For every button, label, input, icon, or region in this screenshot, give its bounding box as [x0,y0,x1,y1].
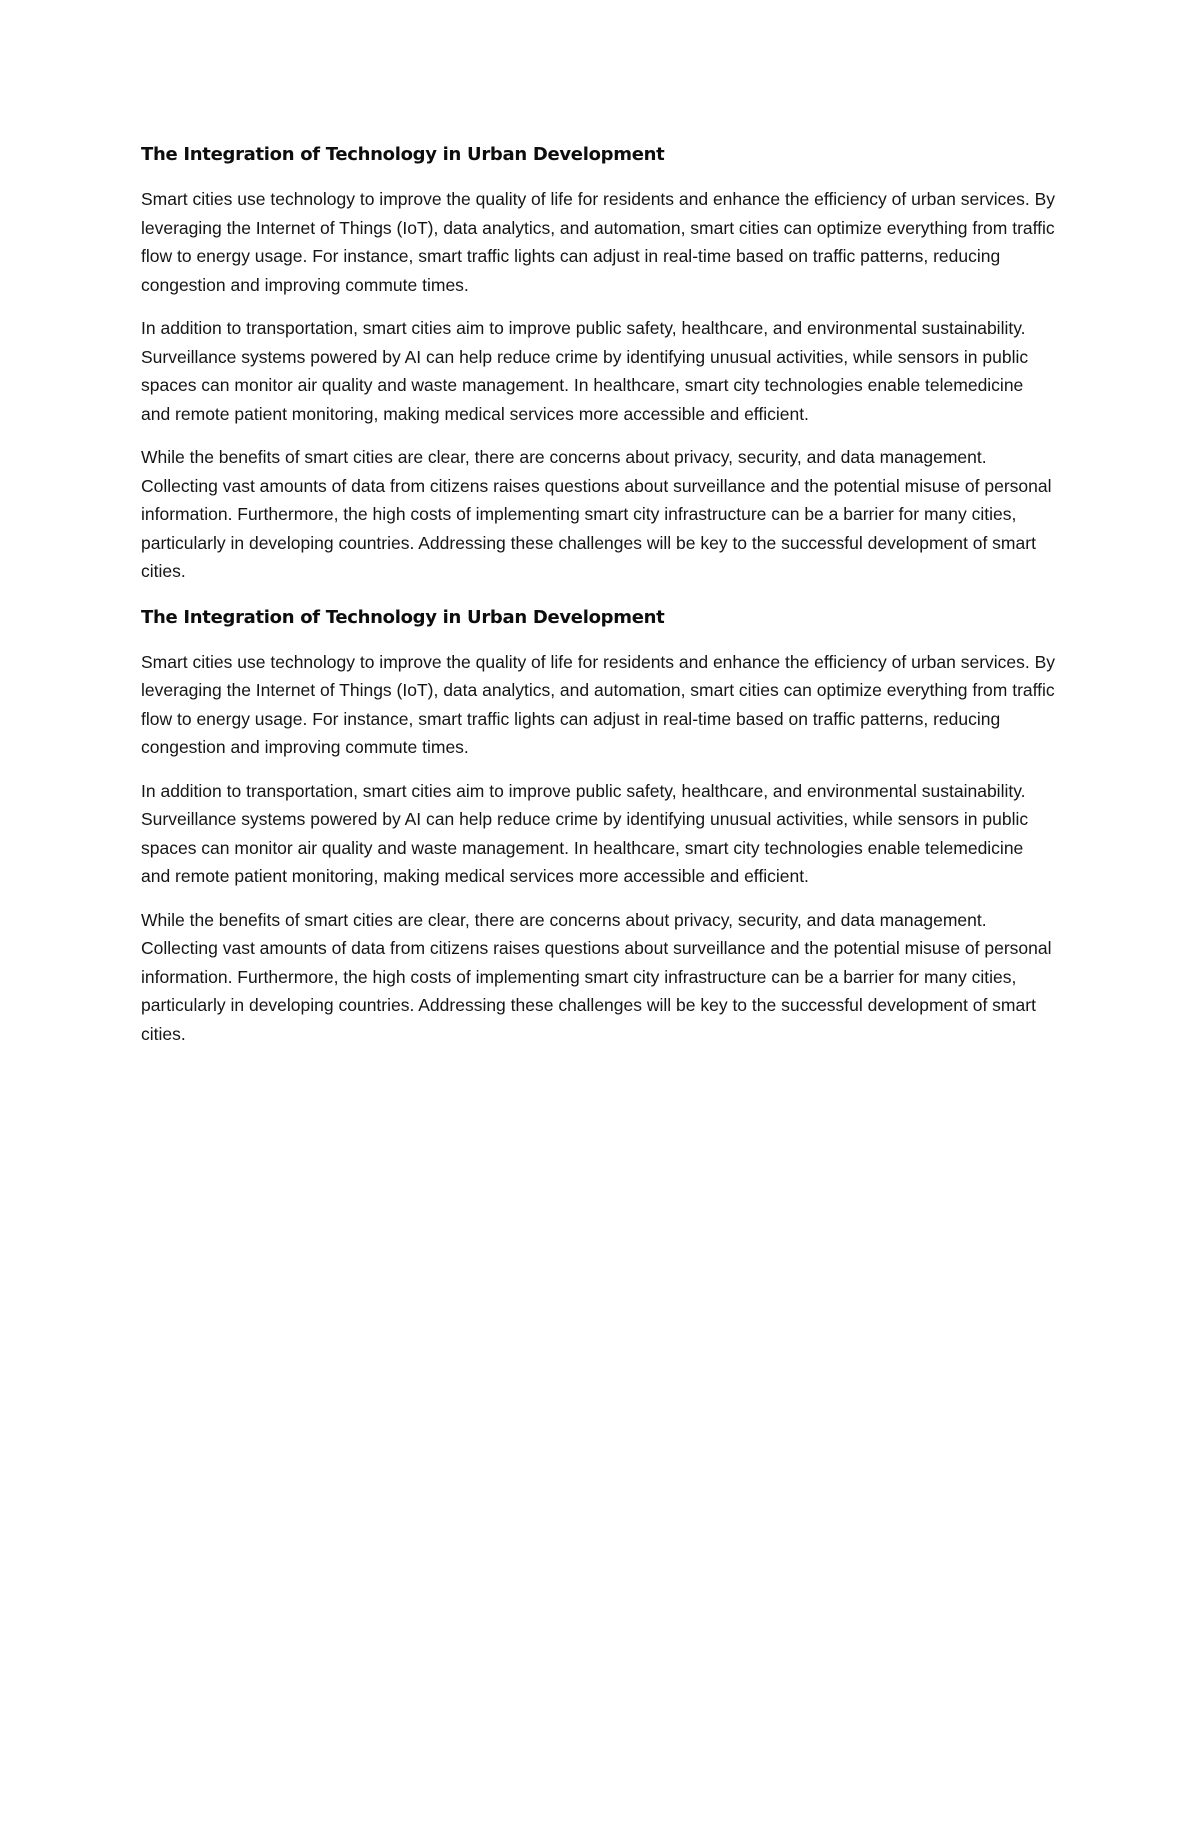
paragraph: In addition to transportation, smart cities aim to improve public safety, healthcare, and environmental sustainability. Surveillance systems powered by AI can help reduce crime by identifying unusual activities, while sensors in public spaces can monitor air quality and waste management. In healthcare, smart city technologies enable telemedicine and remote patient monitoring, making medical services more accessible and efficient. [141,780,1029,886]
section-heading: The Integration of Technology in Urban Development [141,606,665,628]
paragraph: While the benefits of smart cities are clear, there are concerns about privacy, security, and data management. Collecting vast amounts of data from citizens raises questions about surveillance and the potential misuse of personal information. Furthermore, the high costs of implementing smart city infrastructure can be a barrier for many cities, particularly in developing countries. Addressing these challenges will be key to the successful development of smart cities. [141,447,1052,581]
paragraph: Smart cities use technology to improve the quality of life for residents and enhance the efficiency of urban services. By leveraging the Internet of Things (IoT), data analytics, and automation, smart cities can optimize everything from traffic flow to energy usage. For instance, smart traffic lights can adjust in real-time based on traffic patterns, reducing congestion and improving commute times. [141,651,1056,757]
document-section [141,606,1057,1049]
document-section [141,143,1057,586]
paragraph: While the benefits of smart cities are clear, there are concerns about privacy, security, and data management. Collecting vast amounts of data from citizens raises questions about surveillance and the potential misuse of personal information. Furthermore, the high costs of implementing smart city infrastructure can be a barrier for many cities, particularly in developing countries. Addressing these challenges will be key to the successful development of smart cities. [141,909,1052,1044]
section-heading: The Integration of Technology in Urban Development [141,144,665,165]
paragraph: Smart cities use technology to improve the quality of life for residents and enhance the efficiency of urban services. By leveraging the Internet of Things (IoT), data analytics, and automation, smart cities can optimize everything from traffic flow to energy usage. For instance, smart traffic lights can adjust in real-time based on traffic patterns, reducing congestion and improving commute times. [141,189,1056,295]
paragraph: In addition to transportation, smart cities aim to improve public safety, healthcare, and environmental sustainability. Surveillance systems powered by AI can help reduce crime by identifying unusual activities, while sensors in public spaces can monitor air quality and waste management. In healthcare, smart city technologies enable telemedicine and remote patient monitoring, making medical services more accessible and efficient. [141,318,1029,424]
document-page [141,143,1057,1048]
